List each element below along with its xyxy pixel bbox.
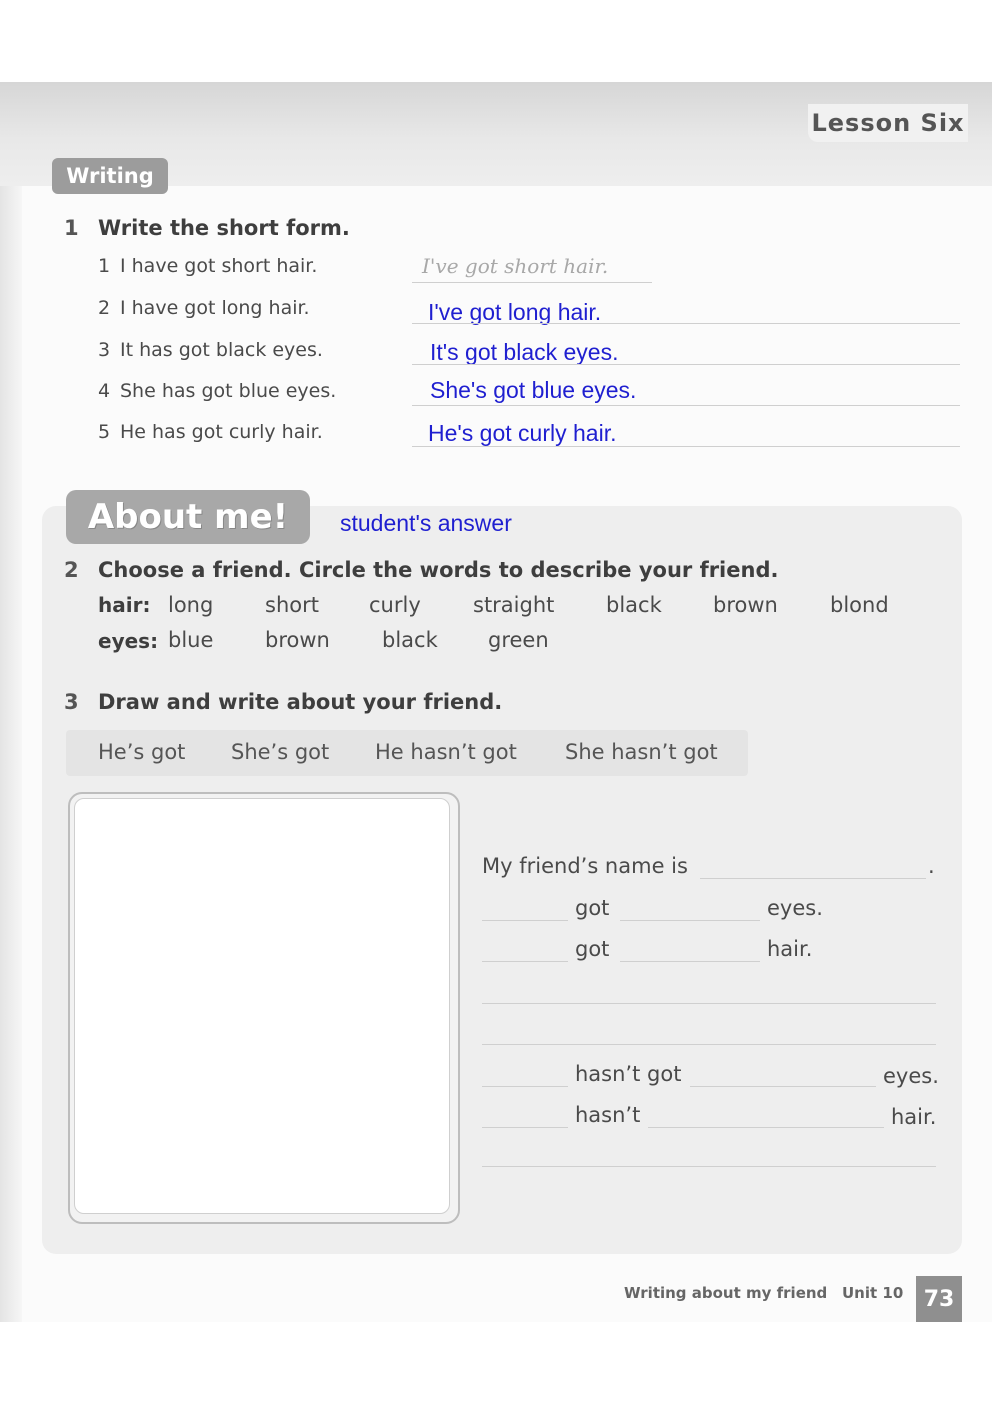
row-number: 3	[98, 339, 111, 361]
hair-blank[interactable]	[648, 1127, 884, 1128]
eyes-word-option[interactable]: black	[382, 628, 438, 652]
hair-blank[interactable]	[620, 961, 760, 962]
free-write-line[interactable]	[482, 1044, 936, 1045]
free-write-line[interactable]	[482, 1003, 936, 1004]
page-spine-shadow	[0, 82, 22, 1322]
subject-blank[interactable]	[482, 1086, 568, 1087]
hasnt-got-word: hasn’t got	[575, 1062, 682, 1086]
hair-label: hair:	[98, 593, 151, 617]
section-badge-writing: Writing	[52, 158, 168, 194]
exercise-3-title: Draw and write about your friend.	[98, 690, 503, 714]
subject-blank[interactable]	[482, 1127, 568, 1128]
student-answer-note: student's answer	[340, 510, 512, 536]
row-number: 4	[98, 380, 111, 402]
row-question: I have got short hair.	[120, 255, 318, 277]
handwritten-answer: He's got curly hair.	[428, 420, 617, 446]
footer-unit: Unit 10	[842, 1284, 904, 1302]
eyes-label: eyes:	[98, 629, 159, 653]
page-number: 73	[916, 1276, 962, 1322]
hair-word-option[interactable]: straight	[473, 593, 555, 617]
eyes-blank[interactable]	[690, 1086, 876, 1087]
answer-line	[412, 446, 960, 447]
hair-word-option[interactable]: blond	[830, 593, 889, 617]
row-question: He has got curly hair.	[120, 421, 323, 443]
eyes-word-option[interactable]: green	[488, 628, 549, 652]
word-bank-item: She hasn’t got	[565, 740, 718, 764]
answer-line	[412, 323, 960, 324]
free-write-line[interactable]	[482, 1166, 936, 1167]
exercise-3-number: 3	[64, 690, 79, 714]
handwritten-answer: I've got long hair.	[428, 299, 602, 325]
eyes-word-option[interactable]: blue	[168, 628, 214, 652]
word-bank-item: He’s got	[98, 740, 186, 764]
hasnt-word: hasn’t	[575, 1103, 641, 1127]
exercise-1-number: 1	[64, 216, 79, 240]
answer-line	[412, 405, 960, 406]
eyes-word: eyes.	[883, 1064, 939, 1088]
word-bank-item: She’s got	[231, 740, 330, 764]
eyes-word: eyes.	[767, 896, 823, 920]
answer-line	[412, 282, 652, 283]
answer-line	[412, 364, 960, 365]
row-question: She has got blue eyes.	[120, 380, 337, 402]
hair-word-option[interactable]: curly	[369, 593, 421, 617]
eyes-blank[interactable]	[620, 920, 760, 921]
lesson-title: Lesson Six	[808, 104, 968, 142]
word-bank-item: He hasn’t got	[375, 740, 517, 764]
row-number: 2	[98, 297, 111, 319]
name-prompt: My friend’s name is	[482, 854, 688, 878]
handwritten-answer: It's got black eyes.	[430, 339, 619, 365]
got-word: got	[575, 937, 610, 961]
example-answer: I've got short hair.	[422, 254, 609, 278]
hair-word-option[interactable]: short	[265, 593, 319, 617]
row-question: It has got black eyes.	[120, 339, 323, 361]
name-period: .	[928, 854, 935, 878]
eyes-word-option[interactable]: brown	[265, 628, 330, 652]
footer-topic: Writing about my friend	[624, 1284, 828, 1302]
exercise-2-title: Choose a friend. Circle the words to describe your friend.	[98, 558, 779, 582]
row-number: 5	[98, 421, 111, 443]
drawing-area[interactable]	[74, 798, 450, 1214]
exercise-1-title: Write the short form.	[98, 216, 350, 240]
subject-blank[interactable]	[482, 961, 568, 962]
about-me-badge: About me!	[66, 490, 310, 544]
hair-word: hair.	[767, 937, 813, 961]
row-number: 1	[98, 255, 111, 277]
hair-word-option[interactable]: black	[606, 593, 662, 617]
hair-word: hair.	[891, 1105, 937, 1129]
handwritten-answer: She's got blue eyes.	[430, 377, 637, 403]
exercise-2-number: 2	[64, 558, 79, 582]
got-word: got	[575, 896, 610, 920]
name-blank[interactable]	[700, 878, 926, 879]
subject-blank[interactable]	[482, 920, 568, 921]
hair-word-option[interactable]: brown	[713, 593, 778, 617]
hair-word-option[interactable]: long	[168, 593, 214, 617]
row-question: I have got long hair.	[120, 297, 310, 319]
